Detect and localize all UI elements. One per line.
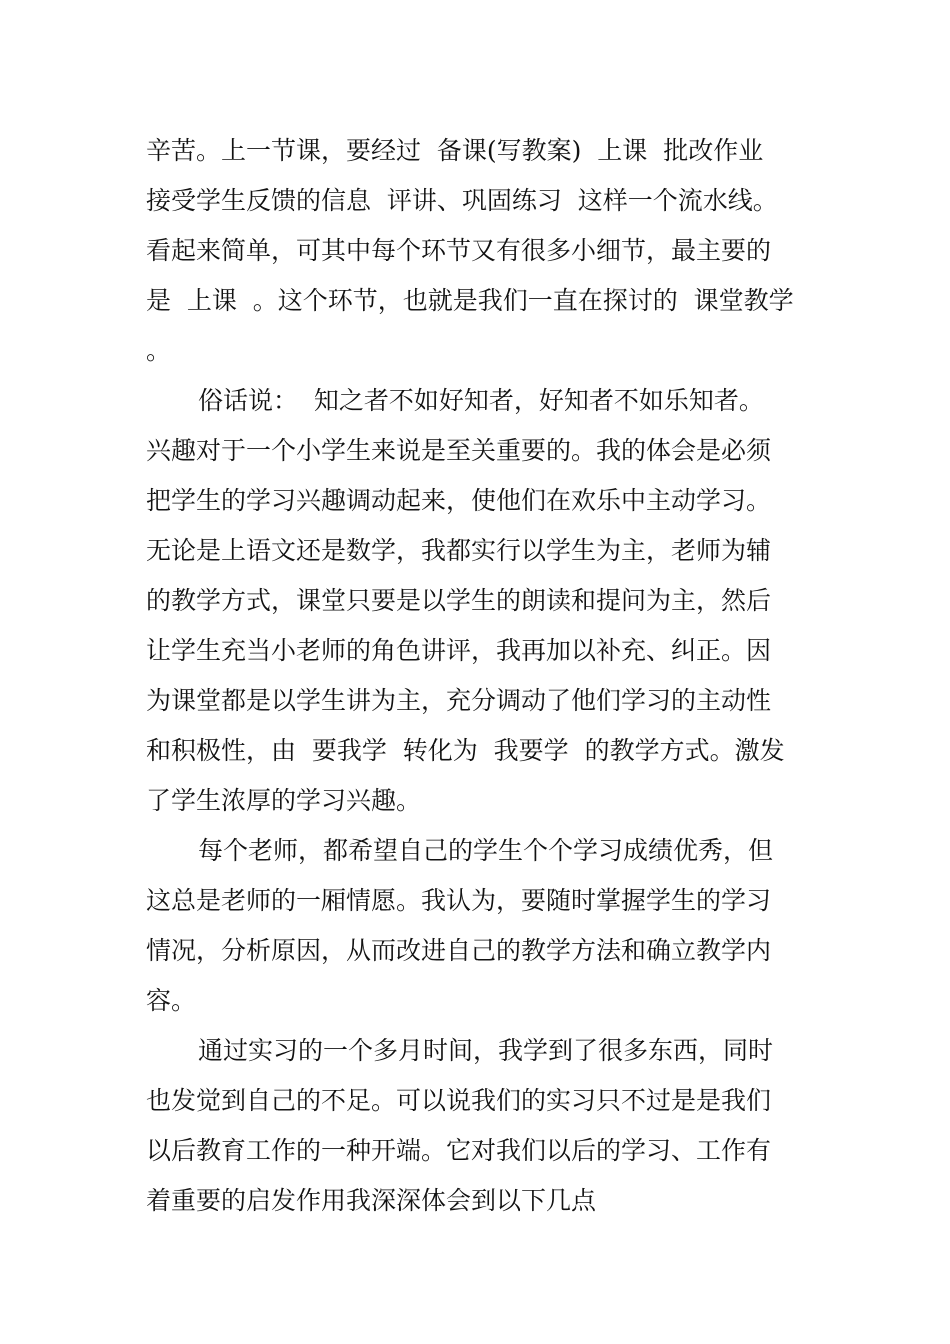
paragraph-line: 的教学方式，课堂只要是以学生的朗读和提问为主，然后 — [146, 586, 772, 615]
paragraph-line: 俗话说： 知之者不如好知者，好知者不如乐知者。 — [198, 386, 764, 415]
paragraph-line: 兴趣对于一个小学生来说是至关重要的。我的体会是必须 — [146, 436, 772, 465]
paragraph-line: 容。 — [146, 986, 197, 1015]
paragraph-line: 无论是上语文还是数学，我都实行以学生为主，老师为辅 — [146, 536, 772, 565]
paragraph-line: 每个老师，都希望自己的学生个个学习成绩优秀，但 — [198, 836, 774, 865]
document-body — [146, 126, 810, 1226]
paragraph-4 — [146, 1026, 810, 1226]
paragraph-line: 着重要的启发作用我深深体会到以下几点 — [146, 1186, 597, 1215]
paragraph-line: 这总是老师的一厢情愿。我认为，要随时掌握学生的学习 — [146, 886, 772, 915]
paragraph-line: 辛苦。上一节课，要经过 备课(写教案) 上课 批改作业 — [146, 136, 764, 165]
paragraph-3 — [146, 826, 810, 1026]
paragraph-1 — [146, 126, 810, 376]
paragraph-line: 也发觉到自己的不足。可以说我们的实习只不过是是我们 — [146, 1086, 772, 1115]
paragraph-line: 以后教育工作的一种开端。它对我们以后的学习、工作有 — [146, 1136, 772, 1165]
paragraph-line: 接受学生反馈的信息 评讲、巩固练习 这样一个流水线。 — [146, 186, 778, 215]
paragraph-line: 看起来简单，可其中每个环节又有很多小细节，最主要的 — [146, 236, 772, 265]
paragraph-line: 为课堂都是以学生讲为主，充分调动了他们学习的主动性 — [146, 686, 772, 715]
paragraph-line: 情况，分析原因，从而改进自己的教学方法和确立教学内 — [146, 936, 772, 965]
paragraph-line: 了学生浓厚的学习兴趣。 — [146, 786, 422, 815]
paragraph-line: 。 — [146, 336, 172, 365]
paragraph-line: 把学生的学习兴趣调动起来，使他们在欢乐中主动学习。 — [146, 486, 772, 515]
paragraph-line: 通过实习的一个多月时间，我学到了很多东西，同时 — [198, 1036, 774, 1065]
paragraph-line: 和积极性，由 要我学 转化为 我要学 的教学方式。激发 — [146, 736, 785, 765]
paragraph-line: 让学生充当小老师的角色讲评，我再加以补充、纠正。因 — [146, 636, 772, 665]
paragraph-line: 是 上课 。这个环节，也就是我们一直在探讨的 课堂教学 — [146, 286, 794, 315]
paragraph-2 — [146, 376, 810, 826]
